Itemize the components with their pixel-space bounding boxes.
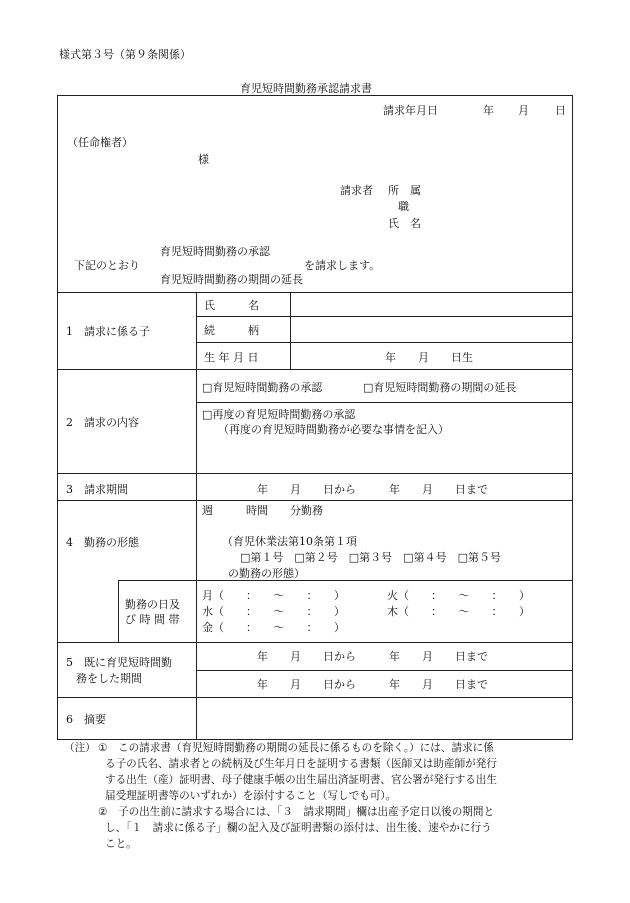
sama-label: 様 — [198, 153, 209, 166]
request-suffix: を請求します。 — [304, 259, 381, 272]
wednesday-hours: 水（ ： ～ ： ） — [202, 605, 345, 618]
thursday-hours: 木（ ： ～ ： ） — [387, 605, 530, 618]
section5-label-line1: 5 既に育児短時間勤 — [66, 656, 172, 669]
option-approval: 育児短時間勤務の承認 — [160, 245, 270, 258]
note2-mark: ② — [98, 806, 108, 818]
previous-period-row2: 年 月 日から 年 月 日まで — [257, 678, 488, 691]
checkbox-reapproval[interactable]: □再度の育児短時間勤務の承認 — [202, 408, 356, 421]
request-date-label: 請求年月日 — [383, 104, 438, 117]
previous-period-row1: 年 月 日から 年 月 日まで — [257, 650, 488, 663]
frame-left-line — [57, 95, 58, 740]
days-label-line2: び 時 間 帯 — [125, 613, 180, 626]
friday-hours: 金（ ： ～ ： ） — [202, 621, 345, 634]
monday-hours: 月（ ： ～ ： ） — [202, 589, 345, 602]
tuesday-hours: 火（ ： ～ ： ） — [387, 589, 530, 602]
checkbox-approval[interactable]: □育児短時間勤務の承認 — [202, 381, 323, 394]
position-label: 職 — [398, 200, 409, 213]
requester-label: 請求者 — [340, 184, 373, 197]
section5-label-line2: 務をした期間 — [76, 672, 142, 685]
form-number: 様式第３号（第９条関係） — [59, 48, 191, 61]
section4-label: 4 勤務の形態 — [66, 536, 139, 549]
request-period-value: 年 月 日から 年 月 日まで — [257, 483, 488, 496]
note2-line3: こと。 — [105, 838, 137, 850]
checkbox-extension[interactable]: □育児短時間勤務の期間の延長 — [363, 381, 517, 394]
note1-line4: 届受理証明書等のいずれか）を添付すること（写しでも可）。 — [105, 790, 397, 802]
notes-prefix: （注） — [64, 742, 96, 754]
name-label: 氏 名 — [388, 217, 421, 230]
page-title: 育児短時間勤務承認請求書 — [240, 82, 372, 95]
note1-mark: ① — [98, 742, 108, 754]
child-relation-label: 続 柄 — [204, 324, 259, 337]
section2-label: 2 請求の内容 — [66, 416, 139, 429]
appointer-label: （任命権者） — [67, 136, 133, 149]
note2-line1: 子の出生前に請求する場合には、「３ 請求期間」欄は出産予定日以後の期間と — [118, 806, 495, 818]
frame-top-line — [57, 95, 573, 96]
below-prefix: 下記のとおり — [74, 259, 140, 272]
days-label-line1: 勤務の日及 — [125, 598, 180, 611]
section1-label: 1 請求に係る子 — [66, 325, 150, 338]
affiliation-label: 所 属 — [388, 184, 421, 197]
law-reference: （育児休業法第10条第１項 — [222, 535, 357, 548]
child-birth-label: 生 年 月 日 — [204, 351, 259, 364]
child-birth-value: 年 月 日生 — [385, 351, 473, 364]
frame-right-line — [572, 95, 573, 740]
note1-line2: る子の氏名、請求者との続柄及び生年月日を証明する書類（医師又は助産師が発行 — [105, 758, 497, 770]
note2-line2: し、「１ 請求に係る子」欄の記入及び証明書類の添付は、出生後、速やかに行う — [105, 822, 492, 834]
note1-line3: する出生（産）証明書、母子健康手帳の出生届出済証明書、官公署が発行する出生 — [105, 774, 497, 786]
note1-line1: この請求書（育児短時間勤務の期間の延長に係るものを除く。）には、請求に係 — [118, 742, 494, 754]
section3-label: 3 請求期間 — [66, 483, 128, 496]
form-type-checkboxes[interactable]: □第１号 □第２号 □第３号 □第４号 □第５号 — [240, 551, 501, 564]
reapproval-note: （再度の育児短時間勤務が必要な事情を記入） — [218, 423, 449, 436]
option-extension: 育児短時間勤務の期間の延長 — [160, 273, 303, 286]
weekly-hours: 週 時間 分勤務 — [202, 504, 323, 517]
section6-label: 6 摘要 — [66, 713, 106, 726]
child-name-label: 氏 名 — [204, 299, 259, 312]
law-reference-end: の勤務の形態） — [228, 567, 305, 580]
